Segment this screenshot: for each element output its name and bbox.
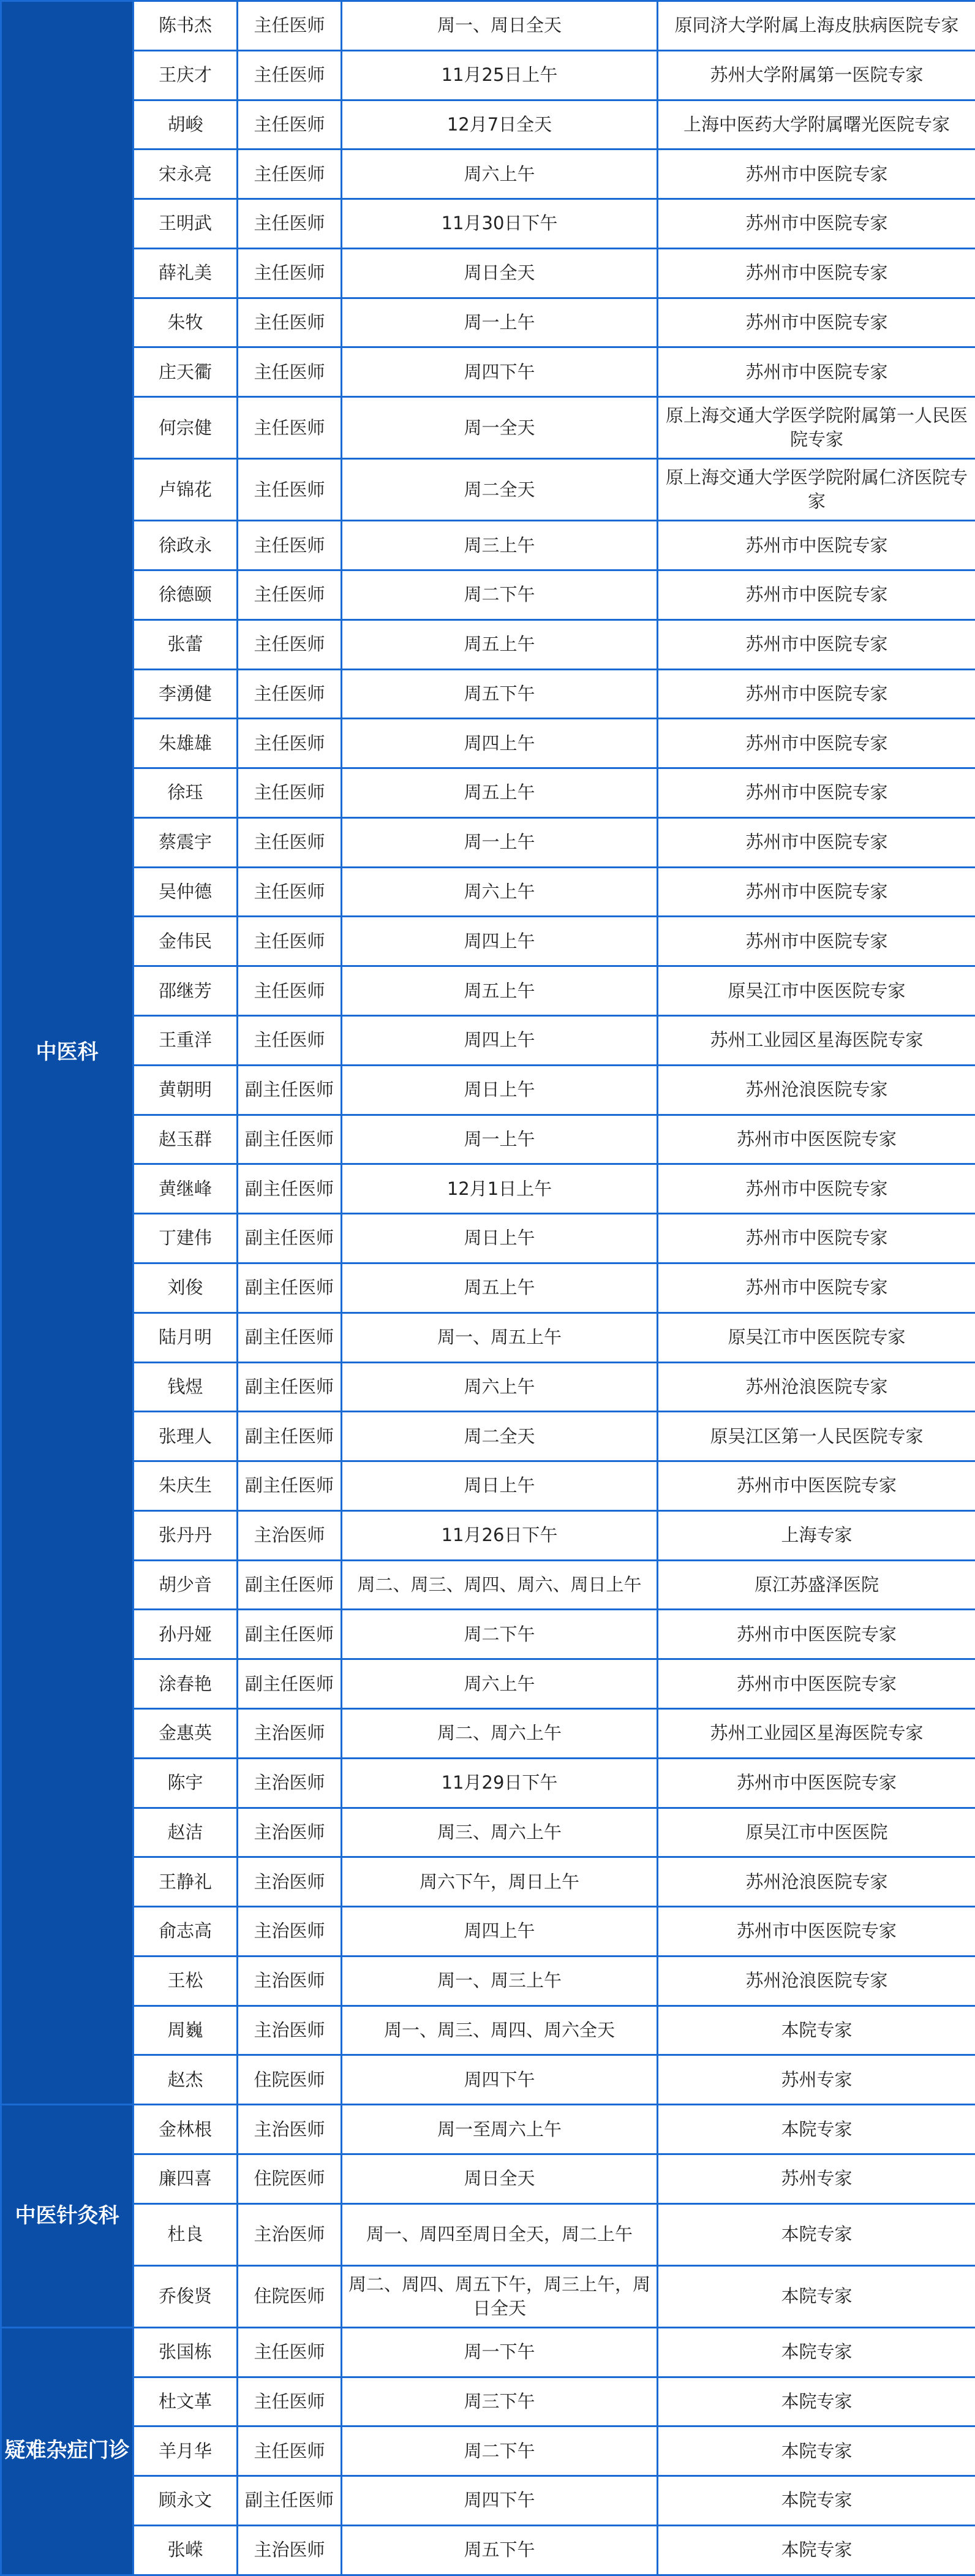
doctor-name-cell: 胡少音 (134, 1560, 238, 1610)
clinic-time-cell: 周一全天 (342, 397, 658, 459)
doctor-title-cell: 住院医师 (238, 2055, 342, 2105)
clinic-time-cell: 周一上午 (342, 1115, 658, 1164)
schedule-body (1, 1, 975, 2575)
table-row (1, 917, 975, 966)
table-row (1, 817, 975, 867)
doctor-origin-cell: 苏州市中医院专家 (658, 150, 975, 199)
table-row (1, 1956, 975, 2006)
clinic-time-cell: 周一、周五上午 (342, 1313, 658, 1362)
doctor-name-cell: 刘俊 (134, 1263, 238, 1313)
doctor-name-cell: 廉四喜 (134, 2154, 238, 2204)
doctor-name-cell: 张嵘 (134, 2525, 238, 2575)
table-row (1, 50, 975, 100)
doctor-title-cell: 副主任医师 (238, 1560, 342, 1610)
table-row (1, 1907, 975, 1957)
doctor-origin-cell: 苏州市中医院专家 (658, 619, 975, 669)
doctor-title-cell: 主任医师 (238, 1016, 342, 1066)
doctor-origin-cell: 本院专家 (658, 2265, 975, 2327)
doctor-origin-cell: 苏州市中医医院专家 (658, 1659, 975, 1709)
doctor-origin-cell: 苏州沧浪医院专家 (658, 1857, 975, 1907)
table-row (1, 2377, 975, 2426)
table-row (1, 2476, 975, 2526)
table-row (1, 1115, 975, 1164)
doctor-origin-cell: 苏州沧浪医院专家 (658, 1956, 975, 2006)
table-row (1, 2265, 975, 2327)
table-row (1, 2055, 975, 2105)
doctor-origin-cell: 上海专家 (658, 1510, 975, 1560)
doctor-title-cell: 副主任医师 (238, 1362, 342, 1412)
table-row (1, 1065, 975, 1115)
doctor-origin-cell: 苏州市中医院专家 (658, 298, 975, 347)
clinic-time-cell: 周日上午 (342, 1461, 658, 1511)
clinic-time-cell: 周四上午 (342, 1907, 658, 1957)
doctor-origin-cell: 苏州市中医医院专家 (658, 1461, 975, 1511)
clinic-time-cell: 周六上午 (342, 150, 658, 199)
clinic-time-cell: 周二全天 (342, 459, 658, 521)
doctor-name-cell: 徐德颐 (134, 570, 238, 620)
clinic-time-cell: 周六下午，周日上午 (342, 1857, 658, 1907)
doctor-origin-cell: 本院专家 (658, 2105, 975, 2154)
clinic-time-cell: 周五上午 (342, 768, 658, 818)
doctor-title-cell: 住院医师 (238, 2154, 342, 2204)
table-row (1, 1214, 975, 1263)
clinic-time-cell: 周四上午 (342, 719, 658, 768)
doctor-name-cell: 赵洁 (134, 1808, 238, 1857)
doctor-name-cell: 卢锦花 (134, 459, 238, 521)
doctor-origin-cell: 苏州市中医院专家 (658, 719, 975, 768)
doctor-title-cell: 副主任医师 (238, 1610, 342, 1659)
doctor-origin-cell: 原同济大学附属上海皮肤病医院专家 (658, 1, 975, 51)
doctor-title-cell: 副主任医师 (238, 1263, 342, 1313)
doctor-name-cell: 张理人 (134, 1412, 238, 1461)
doctor-name-cell: 涂春艳 (134, 1659, 238, 1709)
table-row (1, 1808, 975, 1857)
table-row (1, 1560, 975, 1610)
doctor-name-cell: 王庆才 (134, 50, 238, 100)
doctor-origin-cell: 苏州市中医院专家 (658, 248, 975, 298)
doctor-name-cell: 乔俊贤 (134, 2265, 238, 2327)
doctor-origin-cell: 苏州专家 (658, 2154, 975, 2204)
doctor-name-cell: 王松 (134, 1956, 238, 2006)
clinic-time-cell: 周二下午 (342, 2426, 658, 2476)
doctor-title-cell: 主任医师 (238, 619, 342, 669)
doctor-title-cell: 副主任医师 (238, 1065, 342, 1115)
clinic-time-cell: 11月30日下午 (342, 199, 658, 249)
clinic-time-cell: 周日全天 (342, 248, 658, 298)
doctor-name-cell: 孙丹娅 (134, 1610, 238, 1659)
doctor-name-cell: 王静礼 (134, 1857, 238, 1907)
doctor-origin-cell: 本院专家 (658, 2006, 975, 2055)
doctor-origin-cell: 本院专家 (658, 2203, 975, 2265)
doctor-name-cell: 金林根 (134, 2105, 238, 2154)
doctor-title-cell: 主任医师 (238, 719, 342, 768)
doctor-name-cell: 陈书杰 (134, 1, 238, 51)
doctor-name-cell: 庄天衢 (134, 347, 238, 397)
doctor-title-cell: 主任医师 (238, 669, 342, 719)
table-row (1, 1263, 975, 1313)
clinic-time-cell: 周一、周四至周日全天，周二上午 (342, 2203, 658, 2265)
clinic-time-cell: 周四下午 (342, 347, 658, 397)
doctor-title-cell: 主任医师 (238, 199, 342, 249)
clinic-time-cell: 周六上午 (342, 867, 658, 917)
doctor-origin-cell: 原上海交通大学医学院附属第一人民医院专家 (658, 397, 975, 459)
table-row (1, 1164, 975, 1214)
doctor-origin-cell: 上海中医药大学附属曙光医院专家 (658, 100, 975, 150)
doctor-name-cell: 黄继峰 (134, 1164, 238, 1214)
clinic-time-cell: 周五上午 (342, 1263, 658, 1313)
table-row (1, 347, 975, 397)
table-row (1, 2525, 975, 2575)
doctor-name-cell: 陆月明 (134, 1313, 238, 1362)
doctor-title-cell: 主治医师 (238, 1857, 342, 1907)
doctor-title-cell: 副主任医师 (238, 1412, 342, 1461)
clinic-time-cell: 周三上午 (342, 521, 658, 570)
doctor-title-cell: 主任医师 (238, 768, 342, 818)
doctor-origin-cell: 苏州市中医院专家 (658, 768, 975, 818)
doctor-name-cell: 王明武 (134, 199, 238, 249)
doctor-title-cell: 主任医师 (238, 2426, 342, 2476)
doctor-origin-cell: 苏州市中医医院专家 (658, 1115, 975, 1164)
doctor-title-cell: 住院医师 (238, 2265, 342, 2327)
doctor-title-cell: 主任医师 (238, 459, 342, 521)
clinic-time-cell: 周一、周日全天 (342, 1, 658, 51)
doctor-title-cell: 副主任医师 (238, 1214, 342, 1263)
doctor-name-cell: 杜文革 (134, 2377, 238, 2426)
doctor-origin-cell: 苏州大学附属第一医院专家 (658, 50, 975, 100)
table-row (1, 298, 975, 347)
doctor-title-cell: 主任医师 (238, 397, 342, 459)
doctor-title-cell: 主任医师 (238, 50, 342, 100)
clinic-time-cell: 周六上午 (342, 1362, 658, 1412)
clinic-time-cell: 周一上午 (342, 298, 658, 347)
table-row (1, 1510, 975, 1560)
doctor-title-cell: 主任医师 (238, 867, 342, 917)
doctor-name-cell: 朱雄雄 (134, 719, 238, 768)
table-row (1, 1362, 975, 1412)
doctor-origin-cell: 苏州工业园区星海医院专家 (658, 1708, 975, 1758)
doctor-origin-cell: 苏州沧浪医院专家 (658, 1362, 975, 1412)
doctor-name-cell: 赵玉群 (134, 1115, 238, 1164)
doctor-title-cell: 主治医师 (238, 1808, 342, 1857)
table-row (1, 768, 975, 818)
doctor-origin-cell: 苏州市中医院专家 (658, 669, 975, 719)
doctor-title-cell: 副主任医师 (238, 1659, 342, 1709)
doctor-origin-cell: 苏州市中医院专家 (658, 1164, 975, 1214)
doctor-origin-cell: 苏州市中医院专家 (658, 570, 975, 620)
doctor-name-cell: 金惠英 (134, 1708, 238, 1758)
doctor-title-cell: 主任医师 (238, 570, 342, 620)
doctor-title-cell: 主任医师 (238, 966, 342, 1016)
doctor-title-cell: 主治医师 (238, 1907, 342, 1957)
table-row (1, 867, 975, 917)
table-row (1, 2426, 975, 2476)
clinic-time-cell: 11月26日下午 (342, 1510, 658, 1560)
doctor-name-cell: 李湧健 (134, 669, 238, 719)
doctor-origin-cell: 苏州市中医院专家 (658, 817, 975, 867)
doctor-origin-cell: 原吴江市中医医院专家 (658, 1313, 975, 1362)
doctor-title-cell: 主任医师 (238, 1, 342, 51)
doctor-origin-cell: 本院专家 (658, 2426, 975, 2476)
doctor-origin-cell: 原吴江市中医医院 (658, 1808, 975, 1857)
doctor-origin-cell: 苏州市中医院专家 (658, 917, 975, 966)
doctor-origin-cell: 本院专家 (658, 2525, 975, 2575)
clinic-time-cell: 周一下午 (342, 2327, 658, 2377)
doctor-origin-cell: 苏州市中医院专家 (658, 1263, 975, 1313)
table-row (1, 1412, 975, 1461)
doctor-name-cell: 张丹丹 (134, 1510, 238, 1560)
table-row (1, 150, 975, 199)
doctor-name-cell: 何宗健 (134, 397, 238, 459)
table-row (1, 248, 975, 298)
doctor-title-cell: 主任医师 (238, 817, 342, 867)
clinic-time-cell: 周一至周六上午 (342, 2105, 658, 2154)
clinic-time-cell: 周二下午 (342, 570, 658, 620)
doctor-origin-cell: 原吴江市中医医院专家 (658, 966, 975, 1016)
table-row (1, 459, 975, 521)
doctor-origin-cell: 苏州市中医院专家 (658, 1214, 975, 1263)
doctor-name-cell: 邵继芳 (134, 966, 238, 1016)
doctor-origin-cell: 本院专家 (658, 2377, 975, 2426)
doctor-title-cell: 主治医师 (238, 2105, 342, 2154)
table-row (1, 619, 975, 669)
doctor-title-cell: 主任医师 (238, 150, 342, 199)
table-row (1, 100, 975, 150)
doctor-title-cell: 副主任医师 (238, 1313, 342, 1362)
doctor-name-cell: 杜良 (134, 2203, 238, 2265)
doctor-name-cell: 羊月华 (134, 2426, 238, 2476)
doctor-name-cell: 周巍 (134, 2006, 238, 2055)
clinic-time-cell: 周四下午 (342, 2055, 658, 2105)
doctor-title-cell: 主任医师 (238, 248, 342, 298)
doctor-title-cell: 主治医师 (238, 1758, 342, 1808)
table-row (1, 1659, 975, 1709)
doctor-title-cell: 主任医师 (238, 2377, 342, 2426)
doctor-title-cell: 副主任医师 (238, 1164, 342, 1214)
table-row (1, 2105, 975, 2154)
doctor-origin-cell: 苏州市中医院专家 (658, 521, 975, 570)
doctor-name-cell: 徐珏 (134, 768, 238, 818)
table-row (1, 521, 975, 570)
table-row (1, 199, 975, 249)
table-row (1, 397, 975, 459)
clinic-time-cell: 周日上午 (342, 1065, 658, 1115)
clinic-time-cell: 周五上午 (342, 966, 658, 1016)
clinic-time-cell: 周日上午 (342, 1214, 658, 1263)
clinic-time-cell: 周二、周四、周五下午，周三上午，周日全天 (342, 2265, 658, 2327)
clinic-time-cell: 周四上午 (342, 1016, 658, 1066)
table-row (1, 2154, 975, 2204)
doctor-origin-cell: 苏州专家 (658, 2055, 975, 2105)
doctor-origin-cell: 苏州市中医院专家 (658, 199, 975, 249)
doctor-title-cell: 主任医师 (238, 298, 342, 347)
doctor-title-cell: 主治医师 (238, 2203, 342, 2265)
doctor-title-cell: 主治医师 (238, 1510, 342, 1560)
table-row (1, 1708, 975, 1758)
doctor-name-cell: 吴仲德 (134, 867, 238, 917)
clinic-time-cell: 周日全天 (342, 2154, 658, 2204)
doctor-name-cell: 张蕾 (134, 619, 238, 669)
table-row (1, 2006, 975, 2055)
doctor-title-cell: 主治医师 (238, 2006, 342, 2055)
table-row (1, 1016, 975, 1066)
clinic-time-cell: 12月1日上午 (342, 1164, 658, 1214)
table-row (1, 966, 975, 1016)
department-cell: 疑难杂症门诊 (1, 2327, 134, 2575)
doctor-title-cell: 主治医师 (238, 1956, 342, 2006)
doctor-origin-cell: 原江苏盛泽医院 (658, 1560, 975, 1610)
doctor-title-cell: 主治医师 (238, 2525, 342, 2575)
table-row (1, 2203, 975, 2265)
doctor-title-cell: 主任医师 (238, 347, 342, 397)
clinic-time-cell: 周五下午 (342, 669, 658, 719)
doctor-name-cell: 朱庆生 (134, 1461, 238, 1511)
doctor-name-cell: 王重洋 (134, 1016, 238, 1066)
doctor-name-cell: 朱牧 (134, 298, 238, 347)
doctor-name-cell: 俞志高 (134, 1907, 238, 1957)
doctor-name-cell: 蔡震宇 (134, 817, 238, 867)
doctor-name-cell: 张国栋 (134, 2327, 238, 2377)
table-row (1, 2327, 975, 2377)
clinic-time-cell: 12月7日全天 (342, 100, 658, 150)
doctor-name-cell: 赵杰 (134, 2055, 238, 2105)
doctor-name-cell: 丁建伟 (134, 1214, 238, 1263)
table-row (1, 1, 975, 51)
clinic-time-cell: 周六上午 (342, 1659, 658, 1709)
doctor-origin-cell: 苏州市中医医院专家 (658, 1907, 975, 1957)
doctor-origin-cell: 原吴江区第一人民医院专家 (658, 1412, 975, 1461)
clinic-time-cell: 周五下午 (342, 2525, 658, 2575)
clinic-time-cell: 11月29日下午 (342, 1758, 658, 1808)
clinic-time-cell: 周二、周三、周四、周六、周日上午 (342, 1560, 658, 1610)
doctor-title-cell: 副主任医师 (238, 1461, 342, 1511)
clinic-time-cell: 周一上午 (342, 817, 658, 867)
doctor-name-cell: 钱煜 (134, 1362, 238, 1412)
table-row (1, 1313, 975, 1362)
table-row (1, 1857, 975, 1907)
clinic-time-cell: 11月25日上午 (342, 50, 658, 100)
doctor-origin-cell: 苏州市中医医院专家 (658, 1610, 975, 1659)
clinic-time-cell: 周三下午 (342, 2377, 658, 2426)
clinic-time-cell: 周四下午 (342, 2476, 658, 2526)
doctor-origin-cell: 苏州工业园区星海医院专家 (658, 1016, 975, 1066)
doctor-name-cell: 徐政永 (134, 521, 238, 570)
doctor-origin-cell: 苏州市中医院专家 (658, 867, 975, 917)
table-row (1, 1758, 975, 1808)
doctor-origin-cell: 本院专家 (658, 2476, 975, 2526)
doctor-title-cell: 副主任医师 (238, 1115, 342, 1164)
doctor-name-cell: 顾永文 (134, 2476, 238, 2526)
doctor-name-cell: 陈宇 (134, 1758, 238, 1808)
clinic-time-cell: 周四上午 (342, 917, 658, 966)
doctor-title-cell: 主任医师 (238, 100, 342, 150)
table-row (1, 669, 975, 719)
doctor-name-cell: 薛礼美 (134, 248, 238, 298)
clinic-time-cell: 周二、周六上午 (342, 1708, 658, 1758)
clinic-time-cell: 周二全天 (342, 1412, 658, 1461)
table-row (1, 570, 975, 620)
doctor-origin-cell: 本院专家 (658, 2327, 975, 2377)
doctor-origin-cell: 苏州市中医医院专家 (658, 1758, 975, 1808)
doctor-title-cell: 主任医师 (238, 521, 342, 570)
doctor-origin-cell: 苏州市中医院专家 (658, 347, 975, 397)
table-row (1, 1610, 975, 1659)
doctor-name-cell: 黄朝明 (134, 1065, 238, 1115)
doctor-origin-cell: 原上海交通大学医学院附属仁济医院专家 (658, 459, 975, 521)
doctor-title-cell: 主任医师 (238, 917, 342, 966)
clinic-time-cell: 周一、周三上午 (342, 1956, 658, 2006)
doctor-name-cell: 宋永亮 (134, 150, 238, 199)
department-cell: 中医针灸科 (1, 2105, 134, 2328)
doctor-origin-cell: 苏州沧浪医院专家 (658, 1065, 975, 1115)
department-cell: 中医科 (1, 1, 134, 2105)
doctor-name-cell: 胡峻 (134, 100, 238, 150)
doctor-title-cell: 主任医师 (238, 2327, 342, 2377)
doctor-name-cell: 金伟民 (134, 917, 238, 966)
table-row (1, 719, 975, 768)
table-row (1, 1461, 975, 1511)
clinic-time-cell: 周三、周六上午 (342, 1808, 658, 1857)
clinic-time-cell: 周五上午 (342, 619, 658, 669)
doctor-title-cell: 主治医师 (238, 1708, 342, 1758)
clinic-time-cell: 周二下午 (342, 1610, 658, 1659)
doctor-title-cell: 副主任医师 (238, 2476, 342, 2526)
clinic-time-cell: 周一、周三、周四、周六全天 (342, 2006, 658, 2055)
